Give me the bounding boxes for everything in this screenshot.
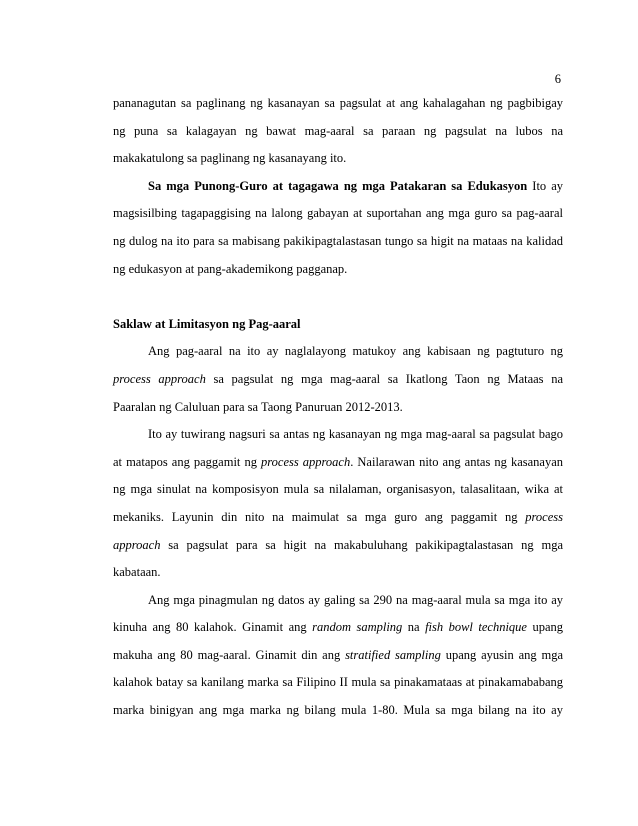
text-run: upang ayusin ang mga	[440, 647, 563, 662]
section-heading: Saklaw at Limitasyon ng Pag-aaral	[113, 316, 301, 331]
text-line: ng puna sa kalagayan ng bawat mag-aaral sa paraan ng pagsulat na lubos na	[113, 123, 563, 138]
text-line	[113, 504, 563, 532]
text-line: ng dulog na ito para sa mabisang pakikipagtalastasan tungo sa higit na mataas na kalidad	[113, 233, 563, 248]
text-line: pananagutan sa paglinang ng kasanayan sa pagsulat at ang kahalagahan ng pagbibigay	[113, 96, 563, 110]
text-run: mekaniks. Layunin din nito na maimulat sa mga guro ang paggamit ng	[113, 509, 526, 524]
text-line	[113, 449, 563, 477]
text-line	[113, 642, 563, 670]
italic-term: random sampling	[312, 620, 403, 635]
italic-term: process	[525, 509, 563, 524]
italic-term: process approach	[261, 454, 351, 469]
page-number: 6	[554, 72, 561, 86]
text-run: at matapos ang paggamit ng	[113, 454, 261, 469]
text-line: kalahok batay sa kanilang marka sa Filipino II mula sa pinakamataas at pinakamababang	[113, 675, 563, 690]
text-run: . Nailarawan nito ang antas ng kasanayan	[350, 454, 563, 469]
text-line	[113, 366, 563, 394]
text-run: sa pagsulat ng mga mag-aaral sa Ikatlong Taon ng Mataas na	[205, 371, 563, 386]
text-run: makuha ang 80 mag-aaral. Ginamit din ang	[113, 647, 346, 662]
text-line: ng mga sinulat na komposisyon mula sa nilalaman, organisasyon, talasalitaan, wika at	[113, 482, 563, 497]
text-run: upang	[526, 620, 563, 635]
spacer	[113, 283, 563, 311]
paragraph-1	[113, 90, 563, 173]
text-line: kabataan.	[113, 565, 161, 580]
text-line	[113, 614, 563, 642]
text-run: kinuha ang 80 kalahok. Ginamit ang	[113, 620, 313, 635]
document-body	[113, 90, 563, 725]
italic-term: stratified sampling	[345, 647, 441, 662]
paragraph-5	[113, 587, 563, 725]
text-line: Ito ay tuwirang nagsuri sa antas ng kasanayan ng mga mag-aaral sa pagsulat bago	[148, 427, 563, 442]
paragraph-3	[113, 338, 563, 421]
text-line: makakatulong sa paglinang ng kasanayang ito.	[113, 151, 347, 166]
text-run: sa pagsulat para sa higit na makabuluhang pakikipagtalastasan ng mga	[160, 537, 563, 552]
inline-heading: Sa mga Punong-Guro at tagagawa ng mga Patakaran sa Edukasyon	[148, 178, 528, 193]
text-run: na	[402, 620, 426, 635]
text-line: Ang pag-aaral na ito ay naglalayong matukoy ang kabisaan ng pagtuturo ng	[148, 344, 563, 359]
text-line: Paaralan ng Caluluan para sa Taong Panuruan 2012-2013.	[113, 399, 403, 414]
paragraph-2	[113, 173, 563, 283]
italic-term: fish bowl technique	[425, 620, 527, 635]
text-line: magsisilbing tagapaggising na lalong gabayan at suportahan ang mga guro sa pag-aaral	[113, 206, 563, 221]
text-line	[113, 532, 563, 560]
italic-term: process approach	[113, 371, 206, 386]
paragraph-4	[113, 421, 563, 587]
italic-term: approach	[113, 537, 161, 552]
text-line: marka binigyan ang mga marka ng bilang mula 1-80. Mula sa mga bilang na ito ay	[113, 703, 563, 718]
text-line: Ang mga pinagmulan ng datos ay galing sa 290 na mag-aaral mula sa mga ito ay	[148, 592, 563, 607]
text-run: Ito ay	[527, 178, 564, 193]
text-line: ng edukasyon at pang-akademikong pagganap.	[113, 261, 348, 276]
text-line	[113, 173, 563, 201]
